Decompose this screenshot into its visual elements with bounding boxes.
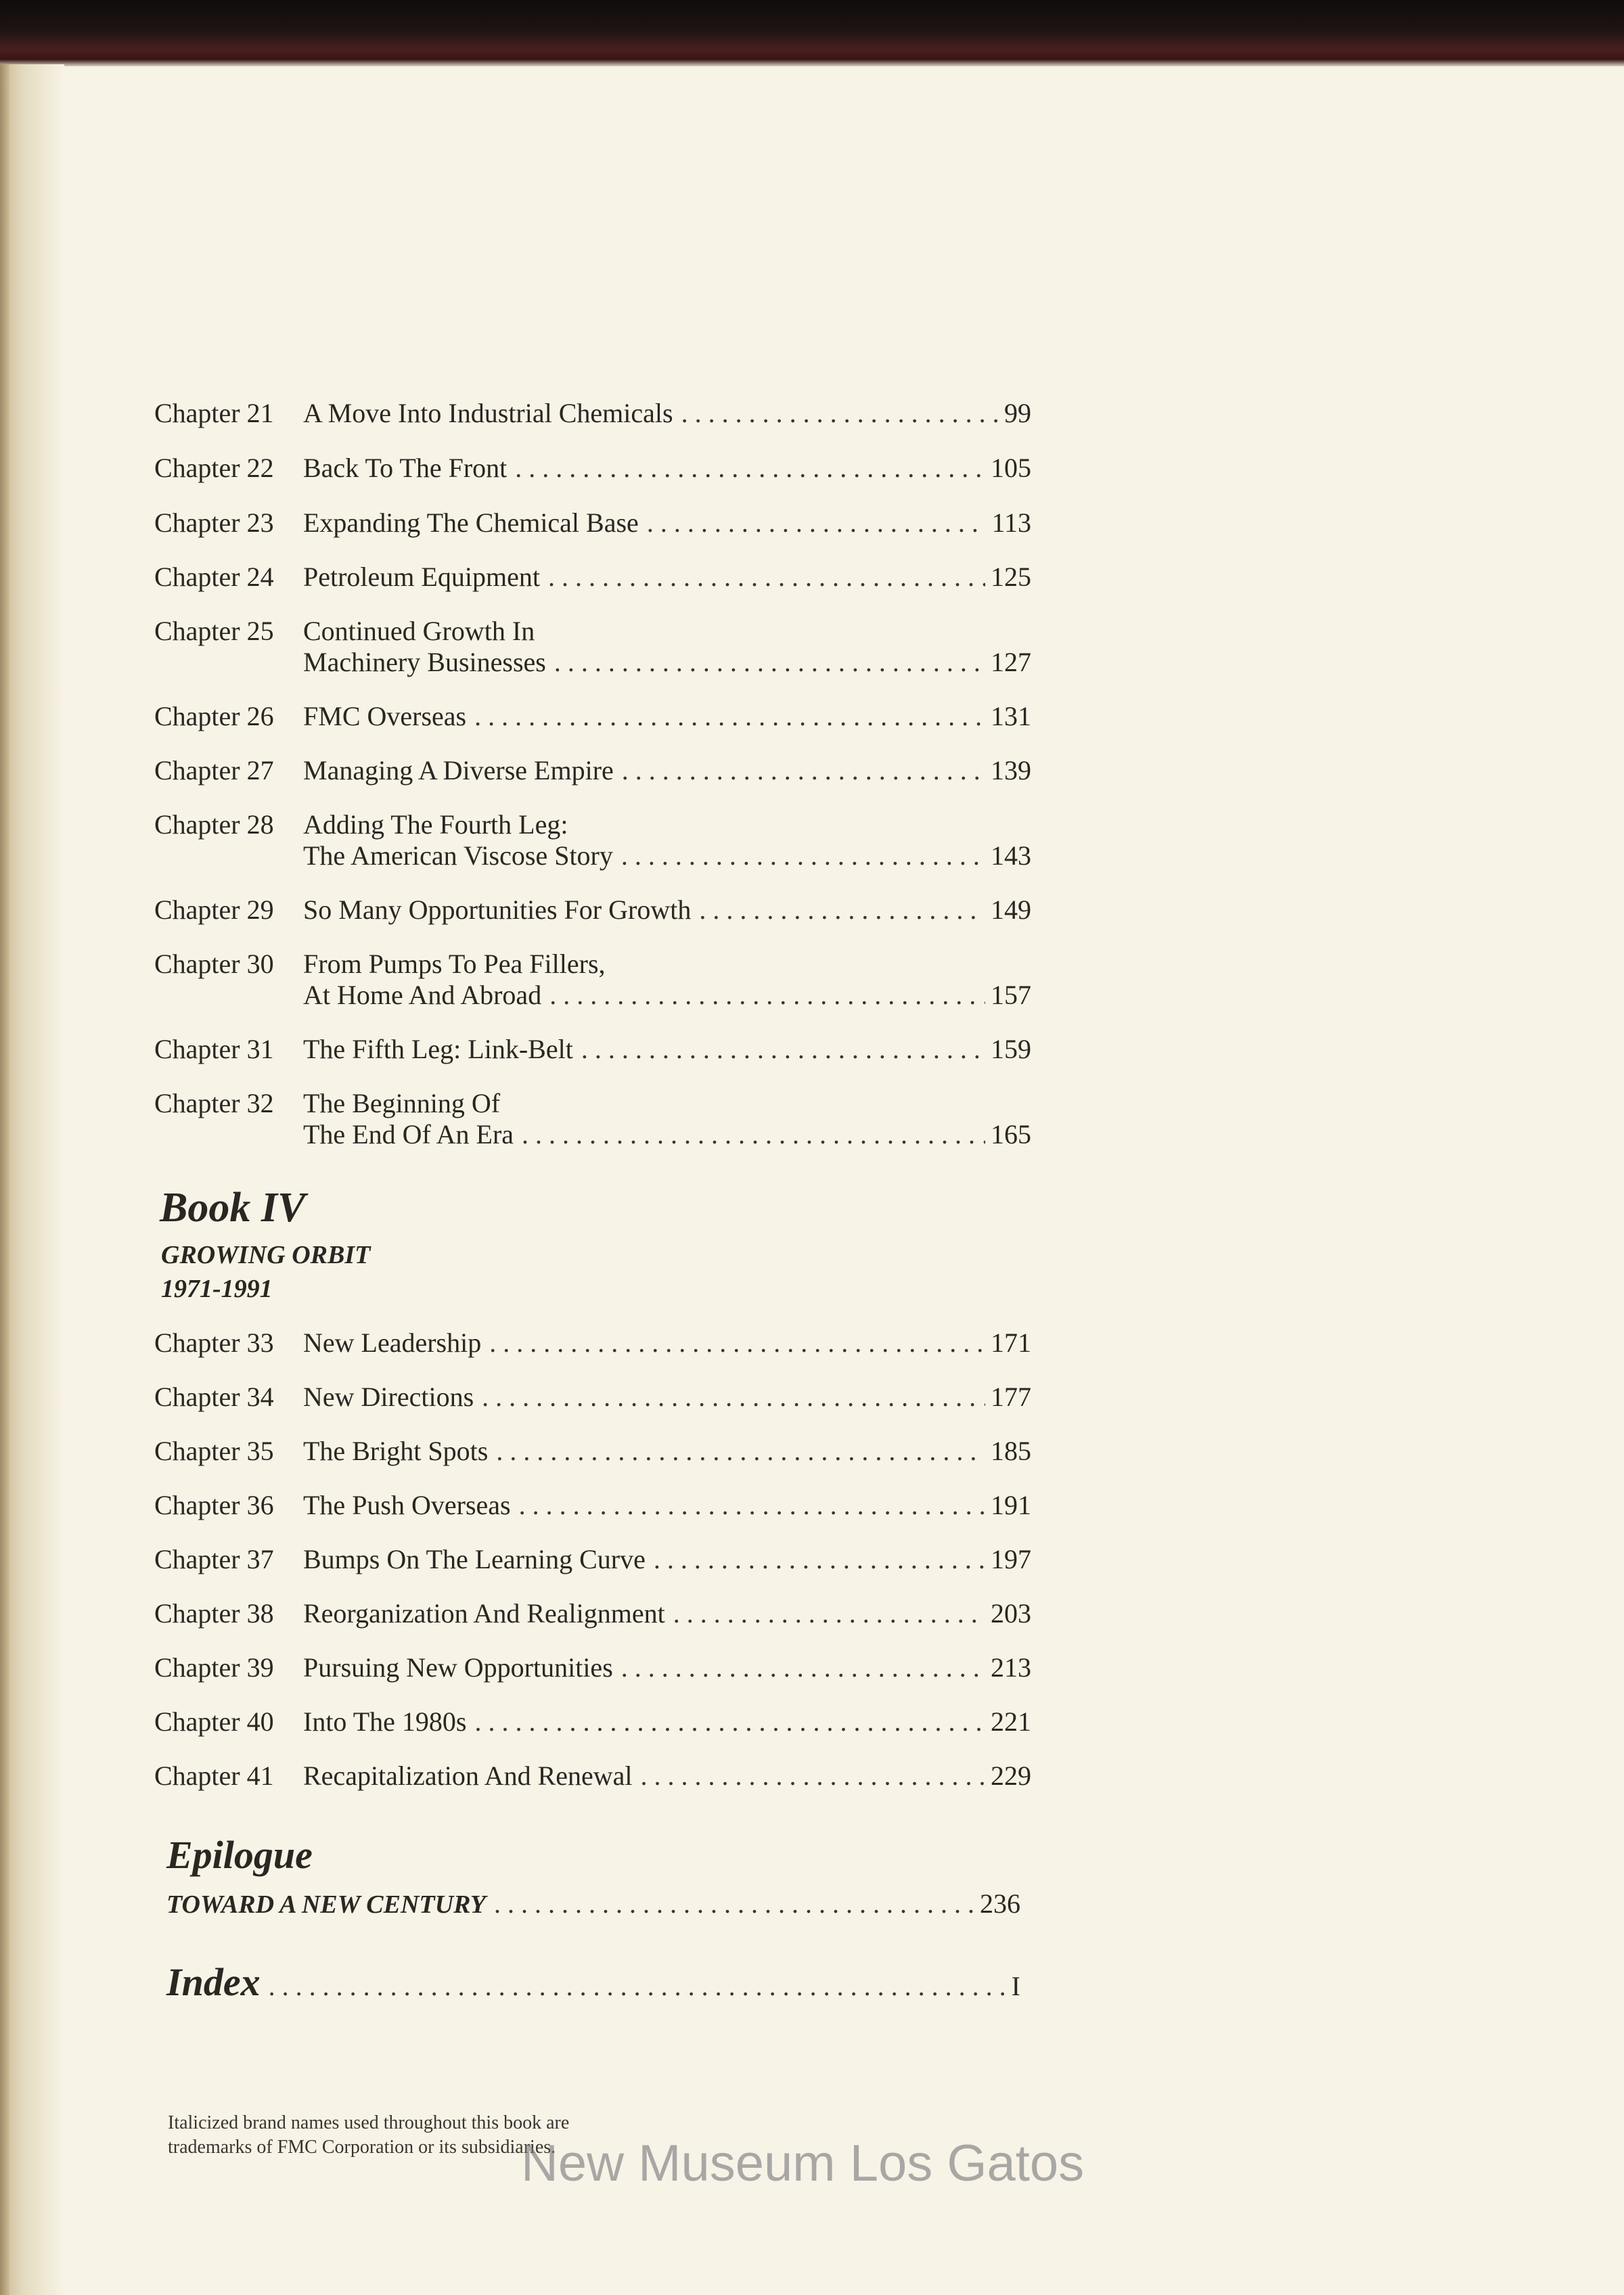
page-top-binding-edge: [0, 0, 1624, 64]
index-title: Index: [166, 1960, 261, 2004]
chapter-title: Pursuing New Opportunities: [303, 1652, 613, 1683]
chapter-label: Chapter 29: [154, 894, 274, 925]
page-top-shadow: [0, 60, 1624, 66]
chapter-label: Chapter 25: [154, 616, 274, 646]
chapter-title: The American Viscose Story: [303, 840, 613, 871]
chapter-title-line: Adding The Fourth Leg:: [303, 809, 568, 840]
chapter-title: A Move Into Industrial Chemicals: [303, 398, 673, 428]
page-number: 171: [991, 1327, 1031, 1358]
leader-dots: [621, 840, 985, 871]
leader-dots: [519, 1490, 985, 1521]
chapter-title: Petroleum Equipment: [303, 562, 540, 592]
leader-dots: [622, 755, 985, 786]
leader-dots: [647, 507, 987, 539]
chapter-title: Recapitalization And Renewal: [303, 1760, 633, 1791]
leader-dots: [673, 1598, 985, 1629]
chapter-label: Chapter 27: [154, 755, 274, 786]
leader-dots: [581, 1034, 985, 1065]
chapter-label: Chapter 26: [154, 701, 274, 731]
page-number: 159: [991, 1034, 1031, 1064]
leader-dots: [482, 1382, 985, 1413]
leader-dots: [269, 1963, 1006, 2010]
leader-dots: [654, 1544, 985, 1575]
page-number: 125: [991, 562, 1031, 592]
chapter-title: The Fifth Leg: Link-Belt: [303, 1034, 573, 1064]
page-number: 197: [991, 1544, 1031, 1574]
chapter-title: Bumps On The Learning Curve: [303, 1544, 646, 1574]
epilogue-entry[interactable]: [166, 1888, 1020, 1920]
page-number: 191: [991, 1490, 1031, 1520]
chapter-label: Chapter 36: [154, 1490, 274, 1520]
footnote-line: trademarks of FMC Corporation or its subsidiaries.: [168, 2137, 556, 2158]
watermark-text: New Museum Los Gatos: [521, 2135, 1085, 2192]
chapter-title: Into The 1980s: [303, 1706, 467, 1737]
page-number: 213: [991, 1652, 1031, 1683]
page-number: 157: [991, 980, 1031, 1010]
page-number: 113: [991, 507, 1031, 538]
chapter-label: Chapter 40: [154, 1706, 274, 1737]
chapter-label: Chapter 30: [154, 949, 274, 979]
page-number: 221: [991, 1706, 1031, 1737]
index-page-number: I: [1011, 1971, 1020, 2001]
index-entry[interactable]: [166, 1959, 1020, 2010]
chapter-title: New Leadership: [303, 1327, 482, 1358]
book-gutter-shadow: [0, 64, 64, 2295]
page-number: 127: [991, 647, 1031, 677]
footnote-line: Italicized brand names used throughout this book are: [168, 2112, 570, 2133]
chapter-title: FMC Overseas: [303, 701, 467, 731]
page-number: 165: [991, 1119, 1031, 1150]
chapter-label: Chapter 34: [154, 1382, 274, 1412]
page-number: 177: [991, 1382, 1031, 1412]
book-iv-subtitle: GROWING ORBIT: [161, 1241, 371, 1269]
page-number: 185: [991, 1436, 1031, 1466]
page-number: 149: [991, 894, 1031, 925]
chapter-title: At Home And Abroad: [303, 980, 542, 1010]
chapter-label: Chapter 35: [154, 1436, 274, 1466]
chapter-title-line: From Pumps To Pea Fillers,: [303, 949, 606, 979]
leader-dots: [474, 701, 985, 732]
epilogue-page-number: 236: [980, 1888, 1020, 1919]
leader-dots: [494, 1888, 974, 1919]
chapter-title: Managing A Diverse Empire: [303, 755, 614, 786]
leader-dots: [641, 1760, 985, 1792]
chapter-title: So Many Opportunities For Growth: [303, 894, 692, 925]
chapter-title: Reorganization And Realignment: [303, 1598, 665, 1629]
leader-dots: [496, 1436, 985, 1467]
chapter-title: The Bright Spots: [303, 1436, 489, 1466]
chapter-title-line: The Beginning Of: [303, 1088, 501, 1118]
chapter-label: Chapter 33: [154, 1327, 274, 1358]
book-spine-edge: [0, 64, 9, 2295]
leader-dots: [548, 562, 985, 593]
chapter-title: Machinery Businesses: [303, 647, 546, 677]
chapter-title: Expanding The Chemical Base: [303, 507, 639, 538]
page-number: 203: [991, 1598, 1031, 1629]
chapter-label: Chapter 41: [154, 1760, 274, 1791]
chapter-label: Chapter 22: [154, 453, 274, 483]
leader-dots: [489, 1327, 985, 1359]
page-number: 105: [991, 453, 1031, 483]
chapter-title: Back To The Front: [303, 453, 508, 483]
chapter-label: Chapter 31: [154, 1034, 274, 1064]
chapter-title-line: Continued Growth In: [303, 616, 535, 646]
page-number: 139: [991, 755, 1031, 786]
book-iv-heading: Book IV: [160, 1185, 306, 1231]
leader-dots: [549, 980, 985, 1011]
page-number: 99: [1004, 398, 1031, 428]
page-number: 143: [991, 840, 1031, 871]
epilogue-title: TOWARD A NEW CENTURY: [166, 1890, 486, 1919]
chapter-label: Chapter 39: [154, 1652, 274, 1683]
leader-dots: [681, 398, 999, 429]
chapter-title: The Push Overseas: [303, 1490, 511, 1520]
chapter-label: Chapter 32: [154, 1088, 274, 1118]
leader-dots: [515, 453, 985, 484]
chapter-title: The End Of An Era: [303, 1119, 514, 1150]
epilogue-heading: Epilogue: [166, 1833, 313, 1877]
chapter-label: Chapter 28: [154, 809, 274, 840]
leader-dots: [621, 1652, 985, 1683]
chapter-label: Chapter 23: [154, 507, 274, 538]
chapter-title: New Directions: [303, 1382, 474, 1412]
chapter-label: Chapter 24: [154, 562, 274, 592]
chapter-label: Chapter 38: [154, 1598, 274, 1629]
leader-dots: [522, 1119, 985, 1150]
leader-dots: [554, 647, 985, 678]
leader-dots: [699, 894, 985, 926]
page-number: 131: [991, 701, 1031, 731]
book-iv-years: 1971-1991: [161, 1275, 273, 1303]
leader-dots: [474, 1706, 985, 1737]
page-number: 229: [991, 1760, 1031, 1791]
chapter-label: Chapter 37: [154, 1544, 274, 1574]
chapter-label: Chapter 21: [154, 398, 274, 428]
